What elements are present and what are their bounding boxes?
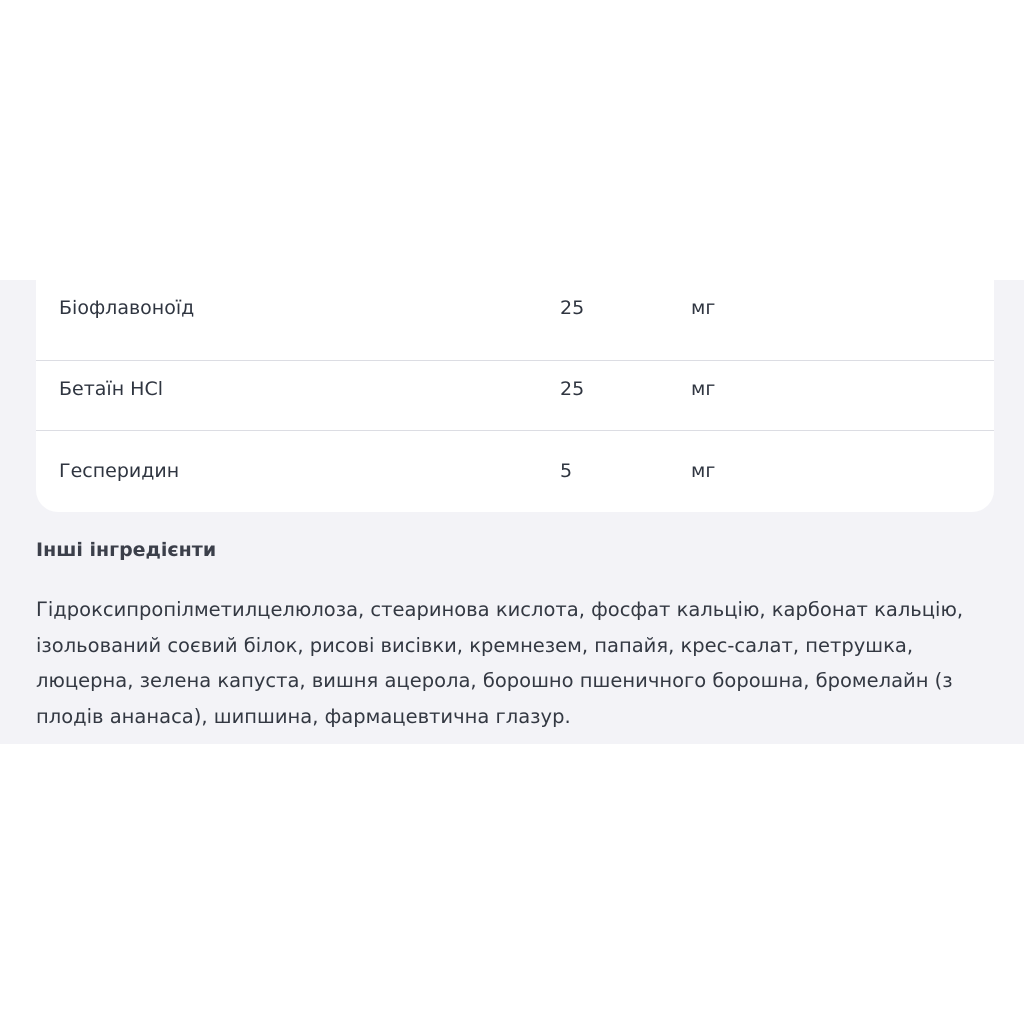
table-row <box>36 350 994 431</box>
ingredient-name: Бетаїн HCl <box>59 378 164 400</box>
other-ingredients-text: Гідроксипропілметилцелюлоза, стеаринова кислота, фосфат кальцію, карбонат кальцію, ізольований соєвий білок, рисові висівки, кремнезем, папайя, крес-салат, петрушка, люцерна, зелена капуста, вишня ацерола, борошно пшеничного борошна, бромелайн (з плодів ананаса), шипшина, фармацевтична глазур. <box>36 598 964 728</box>
ingredient-unit: мг <box>691 297 716 319</box>
ingredient-name: Біофлавоноїд <box>59 297 195 319</box>
composition-section <box>0 280 1024 744</box>
ingredient-name: Гесперидин <box>59 460 180 482</box>
ingredient-amount: 5 <box>560 460 573 482</box>
ingredient-amount: 25 <box>560 378 585 400</box>
ingredient-amount: 25 <box>560 297 585 319</box>
other-ingredients-title: Інші інгредієнти <box>36 539 217 561</box>
table-row <box>36 280 994 361</box>
ingredient-unit: мг <box>691 378 716 400</box>
ingredient-unit: мг <box>691 460 716 482</box>
composition-table <box>36 280 994 512</box>
table-row <box>36 431 994 512</box>
